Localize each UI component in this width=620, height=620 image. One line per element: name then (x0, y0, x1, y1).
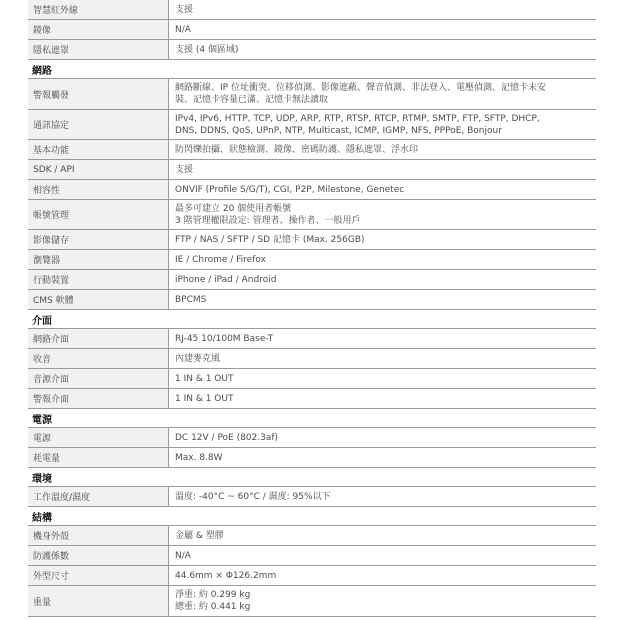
spec-label: 通訊協定 (28, 110, 168, 139)
spec-value (168, 20, 596, 39)
spec-row (28, 250, 596, 270)
spec-value-line: 金屬 & 塑膠 (175, 530, 224, 541)
spec-value-line: 1 IN & 1 OUT (175, 373, 234, 384)
spec-label: 外型尺寸 (28, 566, 168, 585)
spec-value-line: BPCMS (175, 294, 207, 305)
spec-value-line: 支援 (175, 4, 194, 15)
spec-value-line: RJ-45 10/100M Base-T (175, 333, 274, 344)
spec-label: 警報觸發 (28, 79, 168, 109)
spec-value (168, 180, 596, 199)
spec-value-line: ONVIF (Profile S/G/T), CGI, P2P, Milestone, Genetec (175, 184, 405, 195)
spec-label: 鏡像 (28, 20, 168, 39)
spec-row (28, 0, 596, 20)
spec-label: 隱私遮罩 (28, 40, 168, 59)
spec-row (28, 586, 596, 617)
section-heading: 環境 (28, 468, 596, 487)
spec-value (168, 448, 596, 467)
section-heading: 介面 (28, 310, 596, 329)
spec-value-line: IPv4, IPv6, HTTP, TCP, UDP, ARP, RTP, RTSP, RTCP, RTMP, SMTP, FTP, SFTP, DHCP, (175, 113, 540, 124)
spec-label: 工作溫度/濕度 (28, 487, 168, 506)
spec-value-line: 防閃爍拍攝、狀態檢測、鏡像、密碼防護、隱私遮罩、浮水印 (175, 144, 419, 155)
spec-value (168, 79, 596, 109)
spec-row (28, 200, 596, 230)
section-heading: 網路 (28, 60, 596, 79)
spec-value-line: 支援 (175, 164, 194, 175)
spec-value (168, 40, 596, 59)
spec-label: 音源介面 (28, 369, 168, 388)
spec-value (168, 200, 596, 229)
spec-label: 帳號管理 (28, 200, 168, 229)
spec-row (28, 160, 596, 180)
spec-value-line: 44.6mm × Φ126.2mm (175, 570, 277, 581)
spec-label: 網路介面 (28, 329, 168, 348)
spec-row (28, 369, 596, 389)
spec-row (28, 290, 596, 310)
spec-value (168, 160, 596, 179)
spec-label: 收音 (28, 349, 168, 368)
spec-value (168, 250, 596, 269)
spec-value (168, 369, 596, 388)
section-heading: 電源 (28, 409, 596, 428)
spec-label: 智慧紅外線 (28, 0, 168, 19)
spec-label: 影像儲存 (28, 230, 168, 249)
spec-value-line: 最多可建立 20 個使用者帳號 (175, 203, 292, 214)
spec-label: 防護係數 (28, 546, 168, 565)
spec-label: 瀏覽器 (28, 250, 168, 269)
spec-row (28, 566, 596, 586)
spec-row (28, 140, 596, 160)
spec-label: 重量 (28, 586, 168, 616)
spec-value (168, 526, 596, 545)
spec-row (28, 487, 596, 507)
spec-value-line: 總重: 約 0.441 kg (175, 602, 251, 612)
spec-row (28, 428, 596, 448)
spec-row (28, 270, 596, 290)
spec-row (28, 20, 596, 40)
spec-value-line: 溫度: -40°C ~ 60°C / 濕度: 95%以下 (175, 491, 331, 502)
spec-row (28, 389, 596, 409)
spec-value-line: 網路斷線、IP 位址衝突、位移偵測、影像遮蔽、聲音偵測、非法登入、電壓偵測、記憶卡未安 (175, 83, 546, 93)
spec-value-line: FTP / NAS / SFTP / SD 記憶卡 (Max. 256GB) (175, 234, 365, 245)
spec-row (28, 448, 596, 468)
spec-row (28, 546, 596, 566)
spec-value-line: Max. 8.8W (175, 452, 223, 463)
spec-value (168, 546, 596, 565)
spec-value (168, 428, 596, 447)
spec-value-line: iPhone / iPad / Android (175, 274, 277, 285)
spec-value (168, 110, 596, 139)
spec-value-line: 3 階管理權限設定: 管理者、操作者、一般用戶 (175, 215, 361, 226)
spec-row (28, 230, 596, 250)
spec-value (168, 389, 596, 408)
spec-value (168, 290, 596, 309)
spec-row (28, 329, 596, 349)
spec-value-line: 1 IN & 1 OUT (175, 393, 234, 404)
spec-value-line: DC 12V / PoE (802.3af) (175, 432, 279, 443)
spec-table (28, 0, 596, 617)
spec-label: SDK / API (28, 160, 168, 179)
section-heading: 結構 (28, 507, 596, 526)
spec-row (28, 40, 596, 60)
spec-value-line: 裝、記憶卡容量已滿、記憶卡無法讀取 (175, 95, 329, 105)
spec-value (168, 0, 596, 19)
spec-value (168, 586, 596, 616)
spec-row (28, 180, 596, 200)
spec-row (28, 349, 596, 369)
spec-value (168, 230, 596, 249)
spec-value-line: 淨重: 約 0.299 kg (175, 590, 251, 600)
spec-label: CMS 軟體 (28, 290, 168, 309)
spec-value (168, 329, 596, 348)
spec-value-line: N/A (175, 24, 191, 35)
spec-label: 機身外殼 (28, 526, 168, 545)
spec-label: 警報介面 (28, 389, 168, 408)
spec-value (168, 349, 596, 368)
spec-label: 基本功能 (28, 140, 168, 159)
spec-value (168, 270, 596, 289)
spec-value (168, 487, 596, 506)
spec-label: 電源 (28, 428, 168, 447)
spec-value (168, 566, 596, 585)
spec-row (28, 526, 596, 546)
spec-value-line: DNS, DDNS, QoS, UPnP, NTP, Multicast, ICMP, IGMP, NFS, PPPoE, Bonjour (175, 125, 502, 136)
spec-value (168, 140, 596, 159)
spec-row (28, 79, 596, 110)
spec-value-line: IE / Chrome / Firefox (175, 254, 266, 265)
spec-value-line: N/A (175, 550, 191, 561)
spec-label: 相容性 (28, 180, 168, 199)
spec-value-line: 內建麥克風 (175, 353, 221, 364)
spec-label: 耗電量 (28, 448, 168, 467)
spec-row (28, 110, 596, 140)
spec-label: 行動裝置 (28, 270, 168, 289)
spec-value-line: 支援 (4 個區域) (175, 44, 239, 55)
